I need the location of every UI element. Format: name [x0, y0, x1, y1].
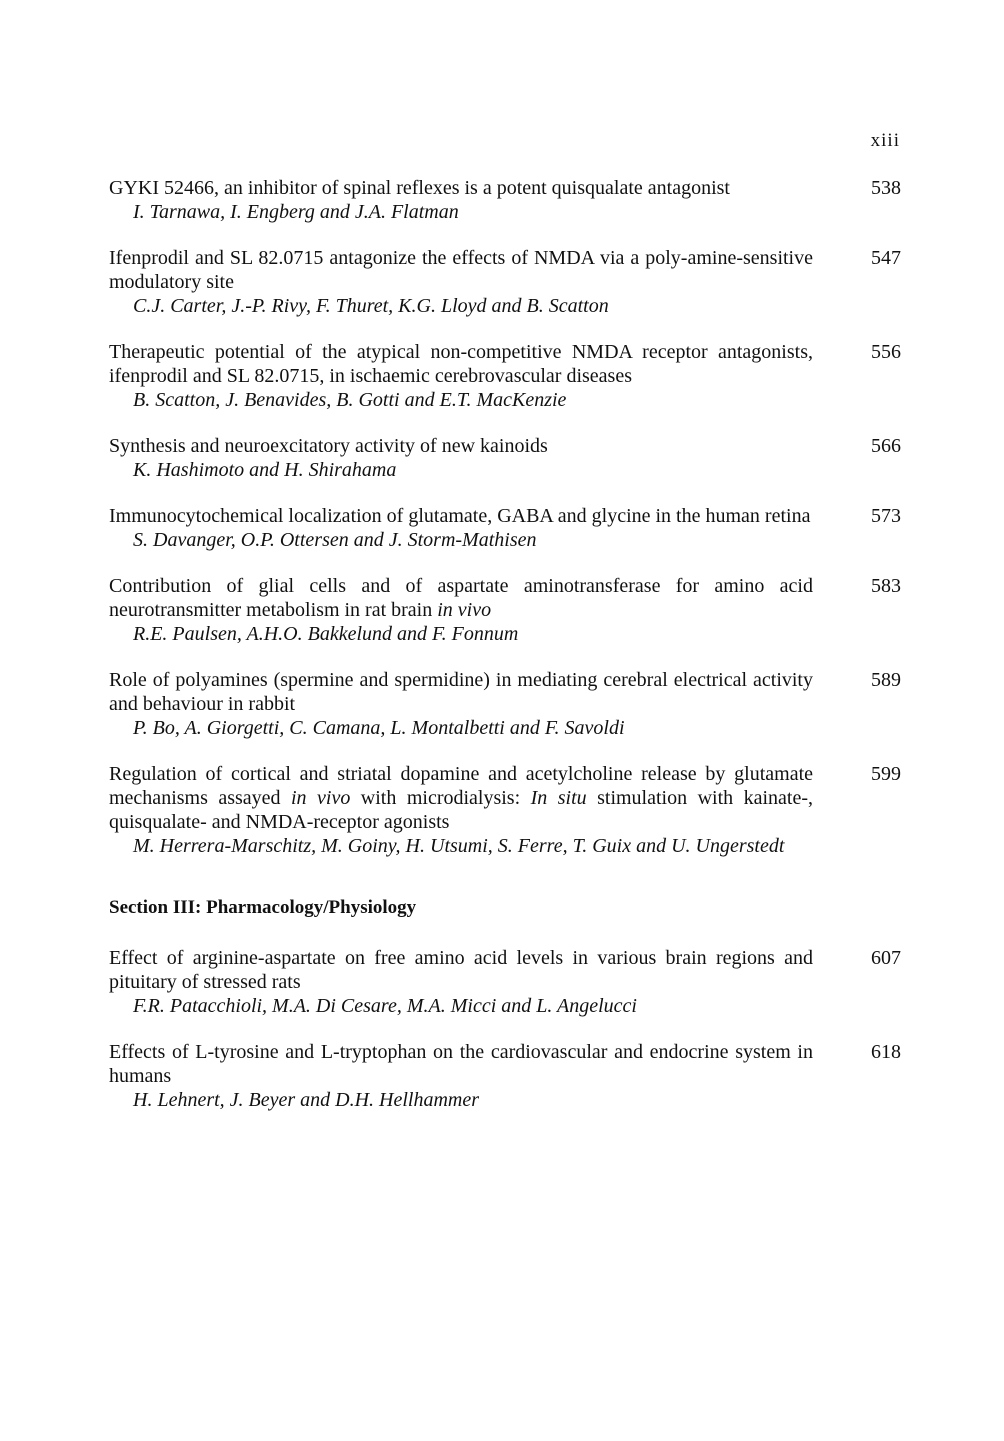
entry-title: GYKI 52466, an inhibitor of spinal reflexes is a potent quisqualate antagonist [109, 177, 730, 199]
toc-entry [109, 246, 901, 318]
toc-entry [109, 668, 901, 740]
entry-authors: I. Tarnawa, I. Engberg and J.A. Flatman [133, 201, 459, 223]
toc-entry [109, 1040, 901, 1112]
toc-entry [109, 340, 901, 412]
entry-page-number: 547 [871, 247, 901, 269]
entry-authors: R.E. Paulsen, A.H.O. Bakkelund and F. Fonnum [133, 623, 519, 645]
entry-title: Effect of arginine-aspartate on free amino acid levels in various brain regions and pituitary of stressed rats [109, 947, 813, 993]
entry-page-number: 538 [871, 177, 901, 199]
entry-title: Effects of L-tyrosine and L-tryptophan on the cardiovascular and endocrine system in humans [109, 1041, 813, 1087]
entry-page-number: 618 [871, 1041, 901, 1063]
entry-page-number: 583 [871, 575, 901, 597]
entry-authors: M. Herrera-Marschitz, M. Goiny, H. Utsumi, S. Ferre, T. Guix and U. Ungerstedt [133, 835, 785, 857]
toc-entry [109, 762, 901, 858]
entry-title-italic: in vivo [437, 599, 492, 621]
section-heading: Section III: Pharmacology/Physiology [109, 897, 417, 918]
entry-title: Ifenprodil and SL 82.0715 antagonize the effects of NMDA via a poly-amine-sensitive modulatory site [109, 247, 813, 293]
toc-entry [109, 176, 901, 224]
entry-title: Therapeutic potential of the atypical non-competitive NMDA receptor antagonists, ifenprodil and SL 82.0715, in ischaemic cerebrovascular diseases [109, 341, 813, 387]
toc-entry [109, 434, 901, 482]
entry-page-number: 573 [871, 505, 901, 527]
entry-title-text: Contribution of glial cells and of aspartate aminotransferase for amino acid neurotransmitter metabolism in rat brain [109, 575, 813, 621]
entry-authors: H. Lehnert, J. Beyer and D.H. Hellhammer [133, 1089, 480, 1111]
entry-title-text: stimulation with kainate-, quisqualate- and NMDA-receptor agonists [109, 787, 813, 833]
entry-title-text: with microdialysis: [350, 787, 531, 809]
table-of-contents [109, 176, 901, 1134]
entry-title-italic: In situ [530, 787, 587, 809]
entry-page-number: 589 [871, 669, 901, 691]
entry-title: Synthesis and neuroexcitatory activity of new kainoids [109, 435, 548, 457]
toc-entry [109, 574, 901, 646]
entry-title-italic: in vivo [291, 787, 351, 809]
toc-entry [109, 946, 901, 1018]
toc-entry [109, 504, 901, 552]
entry-title [109, 574, 813, 622]
entry-authors: K. Hashimoto and H. Shirahama [133, 459, 397, 481]
entry-title: Immunocytochemical localization of glutamate, GABA and glycine in the human retina [109, 505, 811, 527]
entry-authors: S. Davanger, O.P. Ottersen and J. Storm-Mathisen [133, 529, 537, 551]
entry-page-number: 607 [871, 947, 901, 969]
entry-page-number: 599 [871, 763, 901, 785]
entry-authors: P. Bo, A. Giorgetti, C. Camana, L. Montalbetti and F. Savoldi [133, 717, 625, 739]
entry-authors: B. Scatton, J. Benavides, B. Gotti and E.T. MacKenzie [133, 389, 567, 411]
page-number: xiii [870, 130, 900, 151]
entry-title [109, 762, 813, 834]
entry-authors: F.R. Patacchioli, M.A. Di Cesare, M.A. Micci and L. Angelucci [133, 995, 637, 1017]
entry-title-text: Regulation of cortical and striatal dopamine and acetylcholine release by glutamate mechanisms assayed [109, 763, 813, 809]
entry-authors: C.J. Carter, J.-P. Rivy, F. Thuret, K.G. Lloyd and B. Scatton [133, 295, 609, 317]
entry-title: Role of polyamines (spermine and spermidine) in mediating cerebral electrical activity and behaviour in rabbit [109, 669, 813, 715]
entry-page-number: 556 [871, 341, 901, 363]
entry-page-number: 566 [871, 435, 901, 457]
